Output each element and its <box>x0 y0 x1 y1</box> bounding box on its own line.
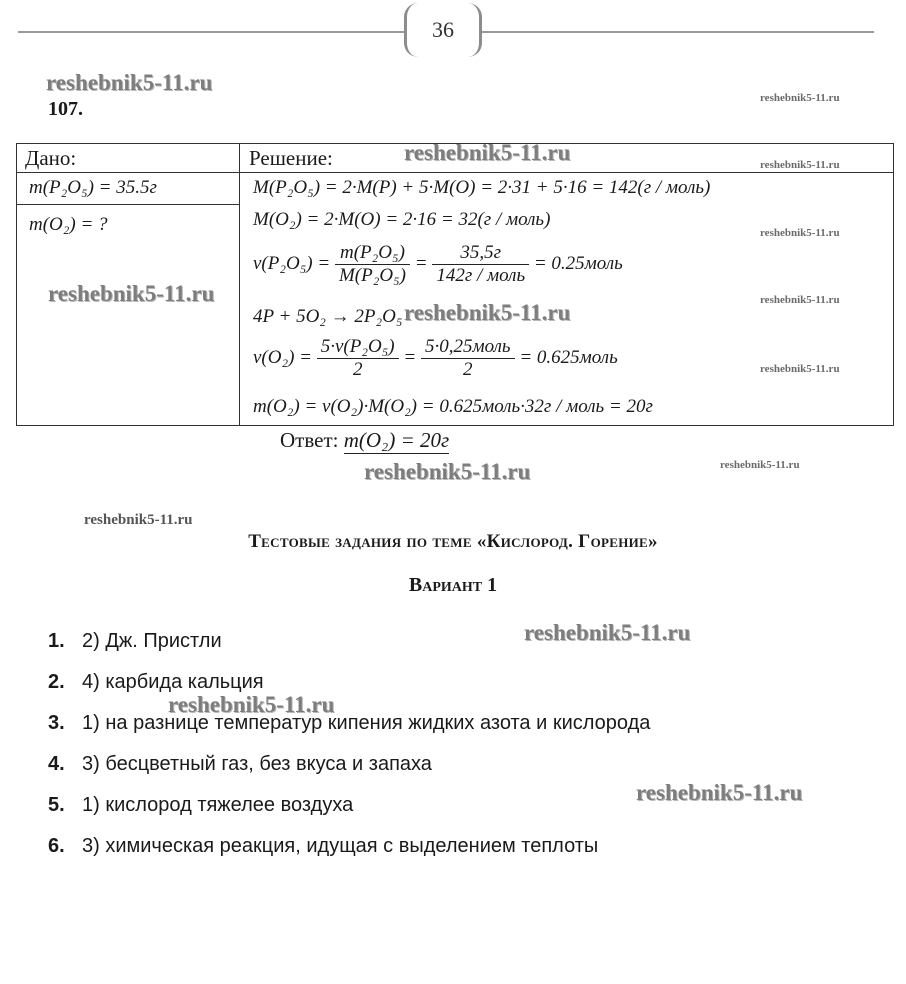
watermark: reshebnik5-11.ru <box>760 363 840 375</box>
fraction-numerator: 5·0,25моль <box>421 336 515 359</box>
list-item: 6. 3) химическая реакция, идущая с выделением теплоты <box>48 835 599 857</box>
equation-lhs: ν(P₂O₅) = <box>253 252 331 274</box>
reaction-equation: 4P + 5O₂ → 2P₂O₅ <box>253 306 403 327</box>
watermark: reshebnik5-11.ru <box>404 300 571 325</box>
fraction-numerator: m(P₂O₅) <box>335 242 410 265</box>
list-item: 4. 3) бесцветный газ, без вкуса и запаха <box>48 753 432 775</box>
fraction-denominator: 2 <box>352 359 363 380</box>
fraction-denominator: 2 <box>463 359 473 380</box>
equation-mass-o2: m(O₂) = ν(O₂)·M(O₂) = 0.625моль·32г / моль = 20г <box>253 396 653 417</box>
watermark: reshebnik5-11.ru <box>760 92 840 104</box>
fraction <box>432 242 529 287</box>
table-divider-header <box>17 172 893 173</box>
problem-number: 107. <box>48 98 83 120</box>
equation-rhs: = 0.25моль <box>533 252 623 274</box>
fraction-numerator: 5·ν(P₂O₅) <box>317 336 399 359</box>
watermark: reshebnik5-11.ru <box>168 692 335 717</box>
watermark: reshebnik5-11.ru <box>48 281 215 306</box>
watermark: reshebnik5-11.ru <box>636 780 803 805</box>
variant-title: Вариант 1 <box>408 574 498 596</box>
table-divider-vertical <box>239 144 240 425</box>
given-unknown: m(O₂) = ? <box>29 214 108 235</box>
fraction-numerator: 35,5г <box>432 242 529 265</box>
list-item: 1. 2) Дж. Пристли <box>48 630 222 652</box>
list-item: 2. 4) карбида кальция <box>48 671 264 693</box>
equation-molar-mass-o2: M(O₂) = 2·M(O) = 2·16 = 32(г / моль) <box>253 209 551 230</box>
watermark: reshebnik5-11.ru <box>46 70 213 95</box>
watermark: reshebnik5-11.ru <box>364 459 531 484</box>
watermark: reshebnik5-11.ru <box>760 294 840 306</box>
watermark: reshebnik5-11.ru <box>84 512 193 528</box>
header-rule-left <box>18 31 404 33</box>
equation-lhs: ν(O₂) = <box>253 346 312 368</box>
watermark: reshebnik5-11.ru <box>404 140 571 165</box>
fraction <box>421 336 515 381</box>
solution-header: Решение: <box>249 146 333 170</box>
list-item: 3. 1) на разнице температур кипения жидких азота и кислорода <box>48 712 651 734</box>
table-divider-given <box>17 204 239 205</box>
answer <box>280 428 449 453</box>
fraction-denominator: 142г / моль <box>436 265 526 286</box>
watermark: reshebnik5-11.ru <box>760 159 840 171</box>
page-number-frame <box>404 3 482 57</box>
given-header: Дано: <box>25 146 77 170</box>
watermark: reshebnik5-11.ru <box>720 459 800 471</box>
equation-molar-mass-p2o5: M(P₂O₅) = 2·M(P) + 5·M(O) = 2·31 + 5·16 = 142(г / моль) <box>253 177 711 198</box>
equation-moles-p2o5: ν(P₂O₅) = $\frac{\text{m(P₂O₅)}}{\text{M(P₂O₅)}}$ = $\frac{35,5г}{\text{142г / моль}}$ = 0.25моль <box>253 242 623 286</box>
watermark: reshebnik5-11.ru <box>760 227 840 239</box>
answer-value: m(O₂) = 20г <box>343 428 450 452</box>
equation-moles-o2: ν(O₂) = $\frac{\text{5·ν(P₂O₅)}}{2}$ = $\frac{\text{5·0,25моль}}{2}$ = 0.625моль <box>253 336 618 380</box>
fraction <box>317 336 399 381</box>
answer-label: Ответ: <box>280 428 339 452</box>
list-item: 5. 1) кислород тяжелее воздуха <box>48 794 354 816</box>
page-number: 36 <box>432 17 454 42</box>
header-rule-right <box>482 31 874 33</box>
section-title: Тестовые задания по теме «Кислород. Горение» <box>248 531 658 552</box>
watermark: reshebnik5-11.ru <box>524 620 691 645</box>
fraction-denominator: M(P₂O₅) <box>338 265 406 286</box>
equation-rhs: = 0.625моль <box>519 346 618 368</box>
fraction <box>335 242 410 287</box>
given-mass: m(P₂O₅) = 35.5г <box>29 177 157 198</box>
